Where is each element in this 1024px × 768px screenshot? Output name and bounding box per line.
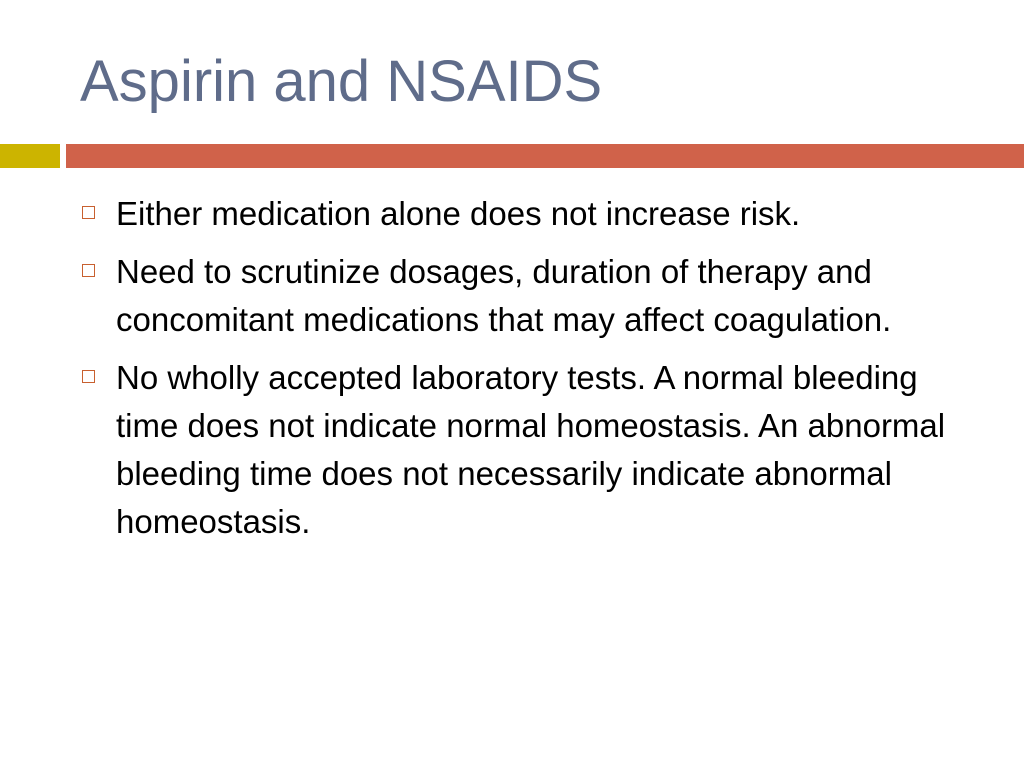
accent-bar-left — [0, 144, 60, 168]
hollow-square-icon — [82, 370, 95, 383]
bullet-item — [80, 354, 960, 546]
bullet-text: No wholly accepted laboratory tests. A normal bleeding time does not indicate normal homeostasis. An abnormal bleeding time does not necessarily indicate abnormal homeostasis. — [116, 359, 946, 540]
hollow-square-icon — [82, 264, 95, 277]
bullet-item — [80, 248, 960, 344]
slide-title: Aspirin and NSAIDS — [80, 49, 603, 114]
hollow-square-icon — [82, 206, 95, 219]
bullet-text: Either medication alone does not increase risk. — [116, 195, 801, 232]
bullet-list — [80, 190, 960, 556]
accent-bar-right — [66, 144, 1024, 168]
bullet-text: Need to scrutinize dosages, duration of therapy and concomitant medications that may affect coagulation. — [116, 253, 892, 338]
bullet-item — [80, 190, 960, 238]
